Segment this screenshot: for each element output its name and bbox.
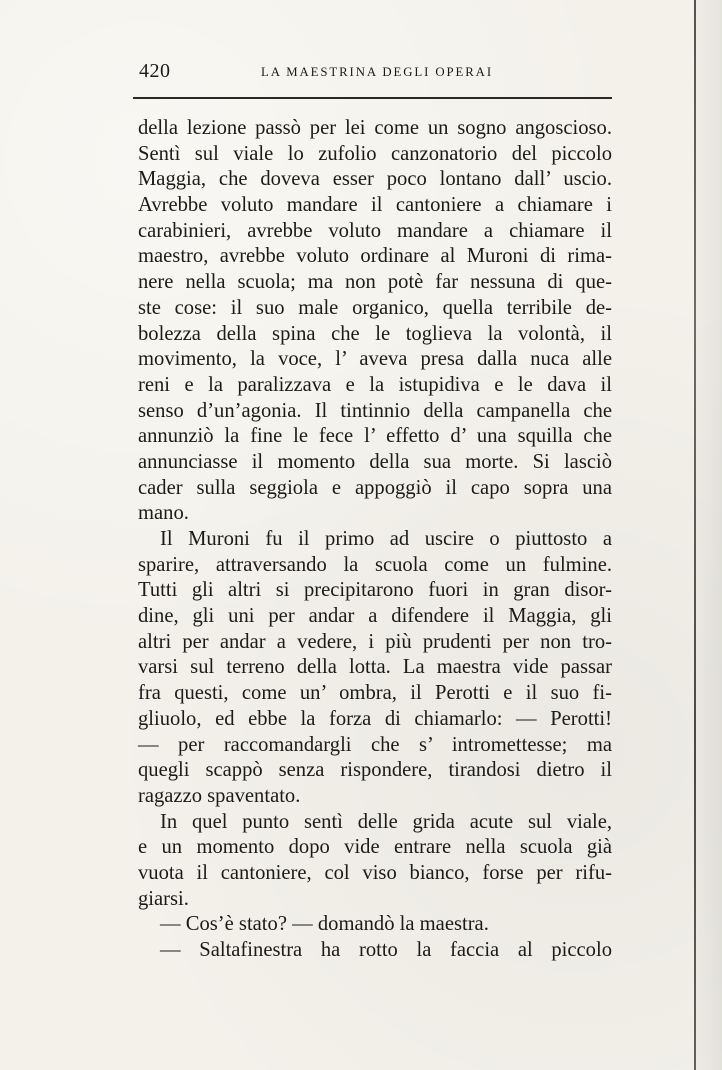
- text-line: Maggia, che doveva esser poco lontano dall’ uscio.: [138, 168, 612, 191]
- text-line: annunciasse il momento della sua morte. Si lasciò: [138, 450, 612, 473]
- page-header: [139, 58, 614, 86]
- text-line: Avrebbe voluto mandare il cantoniere a chiamare i: [138, 194, 612, 217]
- running-title: LA MAESTRINA DEGLI OPERAI: [261, 65, 493, 79]
- page-number: 420: [139, 60, 171, 82]
- text-line: bolezza della spina che le toglieva la volontà, il: [138, 322, 612, 345]
- text-line: carabinieri, avrebbe voluto mandare a chiamare il: [138, 219, 612, 242]
- text-line: nere nella scuola; ma non potè far nessuna di que-: [138, 271, 612, 294]
- text-line: — per raccomandargli che s’ intromettesse; ma: [138, 733, 612, 756]
- text-line: Tutti gli altri si precipitarono fuori in gran disor-: [138, 579, 612, 602]
- text-line: altri per andar a vedere, i più prudenti per non tro-: [138, 630, 612, 653]
- text-line: Sentì sul viale lo zufolio canzonatorio del piccolo: [138, 142, 612, 165]
- text-line: gliuolo, ed ebbe la forza di chiamarlo: — Perotti!: [138, 707, 612, 730]
- page-edge-shadow: [696, 0, 722, 1070]
- text-line: sparire, attraversando la scuola come un fulmine.: [138, 553, 612, 576]
- text-line: quegli scappò senza rispondere, tirandosi dietro il: [138, 759, 612, 782]
- text-line: ste cose: il suo male organico, quella terribile de-: [138, 296, 612, 319]
- text-line: della lezione passò per lei come un sogno angoscioso.: [138, 117, 612, 139]
- text-line: In quel punto sentì delle grida acute sul viale,: [160, 810, 612, 833]
- text-line: fra questi, come un’ ombra, il Perotti e il suo fi-: [138, 682, 612, 705]
- text-line: cader sulla seggiola e appoggiò il capo sopra una: [138, 476, 612, 499]
- text-line: vuota il cantoniere, col viso bianco, forse per rifu-: [138, 861, 612, 884]
- text-line: senso d’un’agonia. Il tintinnio della campanella che: [138, 399, 612, 422]
- text-line: — Cos’è stato? — domandò la maestra.: [160, 913, 489, 936]
- text-line: varsi sul terreno della lotta. La maestra vide passar: [138, 656, 612, 679]
- text-line: maestro, avrebbe voluto ordinare al Muroni di rima-: [138, 245, 612, 268]
- text-line: reni e la paralizzava e la istupidiva e le dava il: [138, 373, 612, 396]
- text-line: e un momento dopo vide entrare nella scuola già: [138, 836, 612, 859]
- text-line: mano.: [138, 502, 189, 525]
- text-line: Il Muroni fu il primo ad uscire o piuttosto a: [160, 528, 612, 550]
- header-rule: [133, 97, 612, 99]
- text-line: — Saltafinestra ha rotto la faccia al piccolo: [160, 939, 612, 961]
- text-line: annunziò la fine le fece l’ effetto d’ una squilla che: [138, 425, 612, 448]
- text-line: giarsi.: [138, 887, 189, 910]
- text-line: dine, gli uni per andar a difendere il Maggia, gli: [138, 605, 612, 628]
- page-edge-line: [694, 0, 696, 1070]
- text-line: ragazzo spaventato.: [138, 784, 301, 807]
- body-text: [138, 116, 612, 964]
- text-line: movimento, la voce, l’ aveva presa dalla nuca alle: [138, 348, 612, 371]
